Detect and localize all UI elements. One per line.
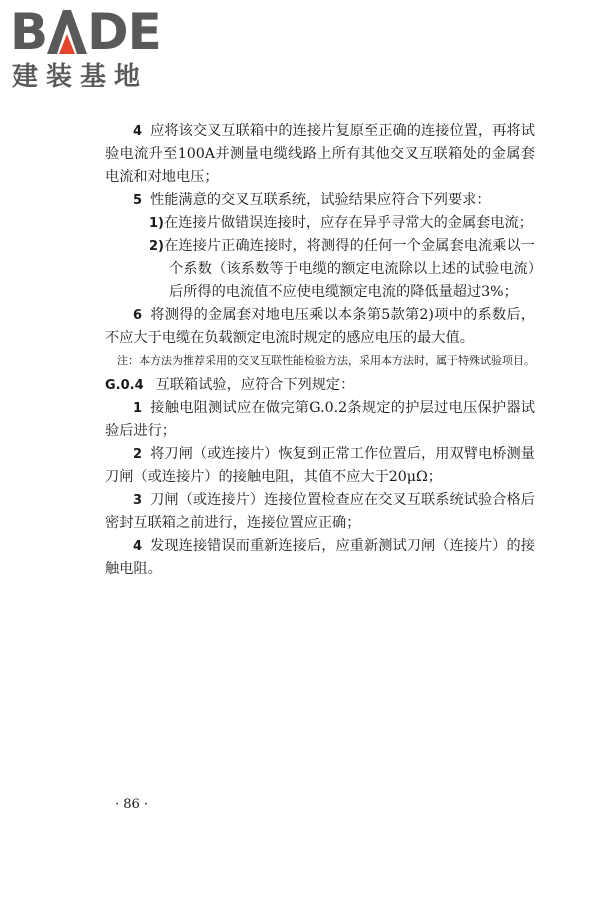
sub-item-text: 在连接片做错误连接时，应存在异乎寻常大的金属套电流；	[164, 215, 533, 231]
item-number: 6	[133, 308, 143, 323]
page-number: · 86 ·	[115, 797, 149, 812]
sub-item-text: 在连接片正确连接时，将测得的任何一个金属套电流乘以一个系数（该系数等于电缆的额定电流除以上述的试验电流）后所得的电流值不应使电缆额定电流的降低量超过3%；	[164, 238, 535, 300]
item-text: 刀闸（或连接片）连接位置检查应在交叉互联系统试验合格后密封互联箱之前进行，连接位置应正确；	[105, 492, 535, 531]
g04-item-2	[105, 443, 535, 489]
g04-item-4	[105, 535, 535, 581]
bade-logo	[10, 3, 180, 92]
item-number: 5	[133, 193, 143, 208]
sub-item-number: 1)	[149, 216, 164, 231]
note-label: 注：	[117, 354, 139, 367]
logo-subtitle: 建装基地	[12, 62, 149, 92]
page-content	[105, 120, 535, 581]
item-number: 4	[133, 124, 143, 139]
logo-letter-b: B	[10, 3, 48, 61]
section-text: 互联箱试验，应符合下列规定：	[155, 377, 355, 393]
g04-item-1	[105, 397, 535, 443]
clause-item-4	[105, 120, 535, 189]
logo-letters-de: DE	[87, 3, 161, 61]
item-text: 性能满意的交叉互联系统，试验结果应符合下列要求：	[150, 192, 491, 208]
section-number: G.0.4	[105, 378, 144, 393]
item-number: 3	[133, 493, 143, 508]
item-number: 1	[133, 401, 143, 416]
item-text: 将测得的金属套对地电压乘以本条第5款第2)项中的系数后，不应大于电缆在负载额定电流时规定的感应电压的最大值。	[105, 307, 535, 346]
section-heading-g04	[105, 374, 535, 397]
clause-item-5	[105, 189, 535, 212]
item-text: 接触电阻测试应在做完第G.0.2条规定的护层过电压保护器试验后进行；	[105, 400, 535, 439]
item-text: 将刀闸（或连接片）恢复到正常工作位置后，用双臂电桥测量刀闸（或连接片）的接触电阻，其值不应大于20μΩ；	[105, 446, 535, 485]
logo-wordmark	[10, 3, 161, 61]
g04-item-3	[105, 489, 535, 535]
note	[117, 352, 535, 370]
sub-item-2	[141, 235, 535, 304]
item-text: 应将该交叉互联箱中的连接片复原至正确的连接位置，再将试验电流升至100A并测量电缆线路上所有其他交叉互联箱处的金属套电流和对地电压；	[105, 123, 535, 185]
item-number: 2	[133, 447, 143, 462]
sub-item-1	[141, 212, 535, 235]
item-text: 发现连接错误而重新连接后，应重新测试刀闸（连接片）的接触电阻。	[105, 538, 535, 577]
logo-letter-a-icon	[47, 6, 87, 56]
item-number: 4	[133, 539, 143, 554]
clause-item-6	[105, 304, 535, 350]
sub-item-number: 2)	[149, 239, 164, 254]
note-text: 本方法为推荐采用的交叉互联性能检验方法，采用本方法时，属于特殊试验项目。	[139, 354, 535, 367]
